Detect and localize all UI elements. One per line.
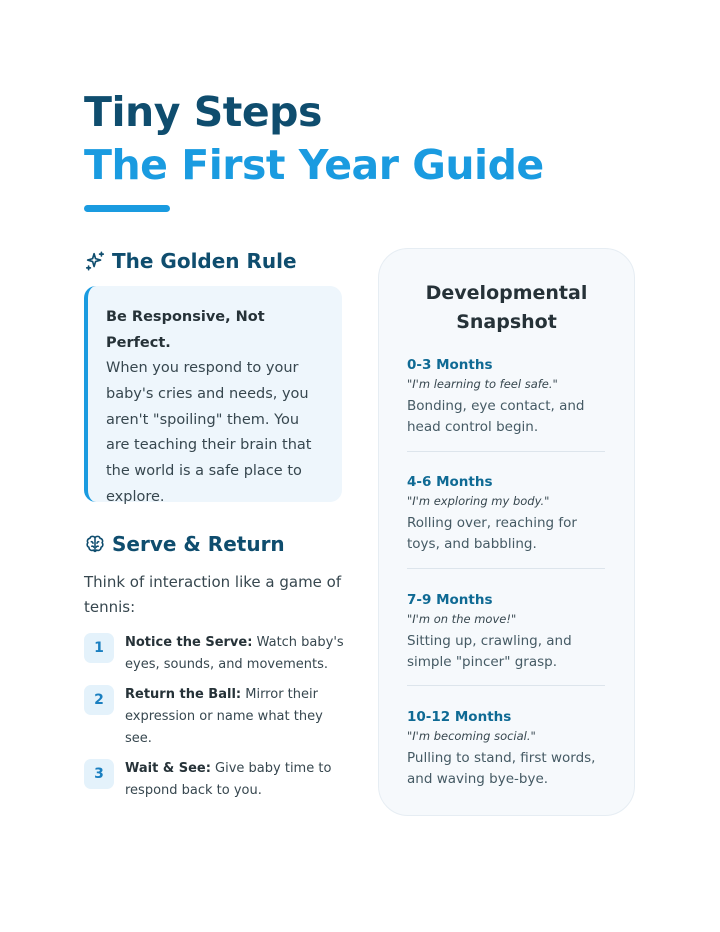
golden-rule-heading — [84, 249, 297, 273]
golden-rule-callout — [84, 286, 342, 505]
step-description: Give baby time to respond back to you. — [125, 761, 332, 798]
sparkle-icon — [84, 250, 106, 272]
step-text — [125, 632, 347, 676]
step-description: Watch baby's eyes, sounds, and movements. — [125, 635, 344, 672]
stage-divider — [407, 451, 605, 452]
stage-age: 10-12 Months — [407, 709, 512, 725]
page-subtitle: The First Year Guide — [84, 141, 544, 189]
step-number: 2 — [84, 685, 114, 715]
golden-rule-lead: Be Responsive, Not Perfect. — [106, 309, 265, 351]
stage-divider — [407, 568, 605, 569]
step-title: Return the Ball: — [125, 687, 242, 702]
snapshot-card — [378, 248, 635, 816]
serve-return-title: Serve & Return — [112, 532, 285, 556]
brain-icon — [84, 533, 106, 555]
stage-quote: "I'm learning to feel safe." — [407, 377, 558, 391]
snapshot-title-line2: Snapshot — [456, 311, 557, 333]
step-number: 3 — [84, 759, 114, 789]
stage-age: 0-3 Months — [407, 357, 493, 373]
serve-return-intro: Think of interaction like a game of tennis: — [84, 573, 342, 616]
stage-description: Sitting up, crawling, and simple "pincer" grasp. — [407, 633, 572, 670]
step-number: 1 — [84, 633, 114, 663]
golden-rule-title: The Golden Rule — [112, 249, 297, 273]
snapshot-title — [379, 279, 634, 337]
step-title: Notice the Serve: — [125, 635, 253, 650]
page-title: Tiny Steps — [84, 88, 322, 136]
stage-4-6-months — [407, 472, 607, 555]
title-underline — [84, 205, 170, 212]
stage-age: 7-9 Months — [407, 592, 493, 608]
serve-return-heading — [84, 532, 285, 556]
stage-quote: "I'm exploring my body." — [407, 494, 550, 508]
stage-description: Pulling to stand, first words, and waving bye-bye. — [407, 750, 596, 787]
step-text — [125, 758, 347, 802]
step-title: Wait & See: — [125, 761, 211, 776]
step-text — [125, 684, 347, 750]
snapshot-title-line1: Developmental — [425, 282, 588, 304]
golden-rule-body: When you respond to your baby's cries and needs, you aren't "spoiling" them. You are teaching their brain that the world is a safe place to explore. — [106, 360, 312, 505]
stage-10-12-months — [407, 707, 607, 790]
stage-7-9-months — [407, 590, 607, 673]
stage-quote: "I'm becoming social." — [407, 729, 536, 743]
stage-description: Rolling over, reaching for toys, and babbling. — [407, 515, 577, 552]
stage-quote: "I'm on the move!" — [407, 612, 517, 626]
stage-description: Bonding, eye contact, and head control begin. — [407, 398, 585, 435]
stage-age: 4-6 Months — [407, 474, 493, 490]
stage-divider — [407, 685, 605, 686]
stage-0-3-months — [407, 355, 607, 438]
step-description: Mirror their expression or name what they see. — [125, 687, 323, 746]
